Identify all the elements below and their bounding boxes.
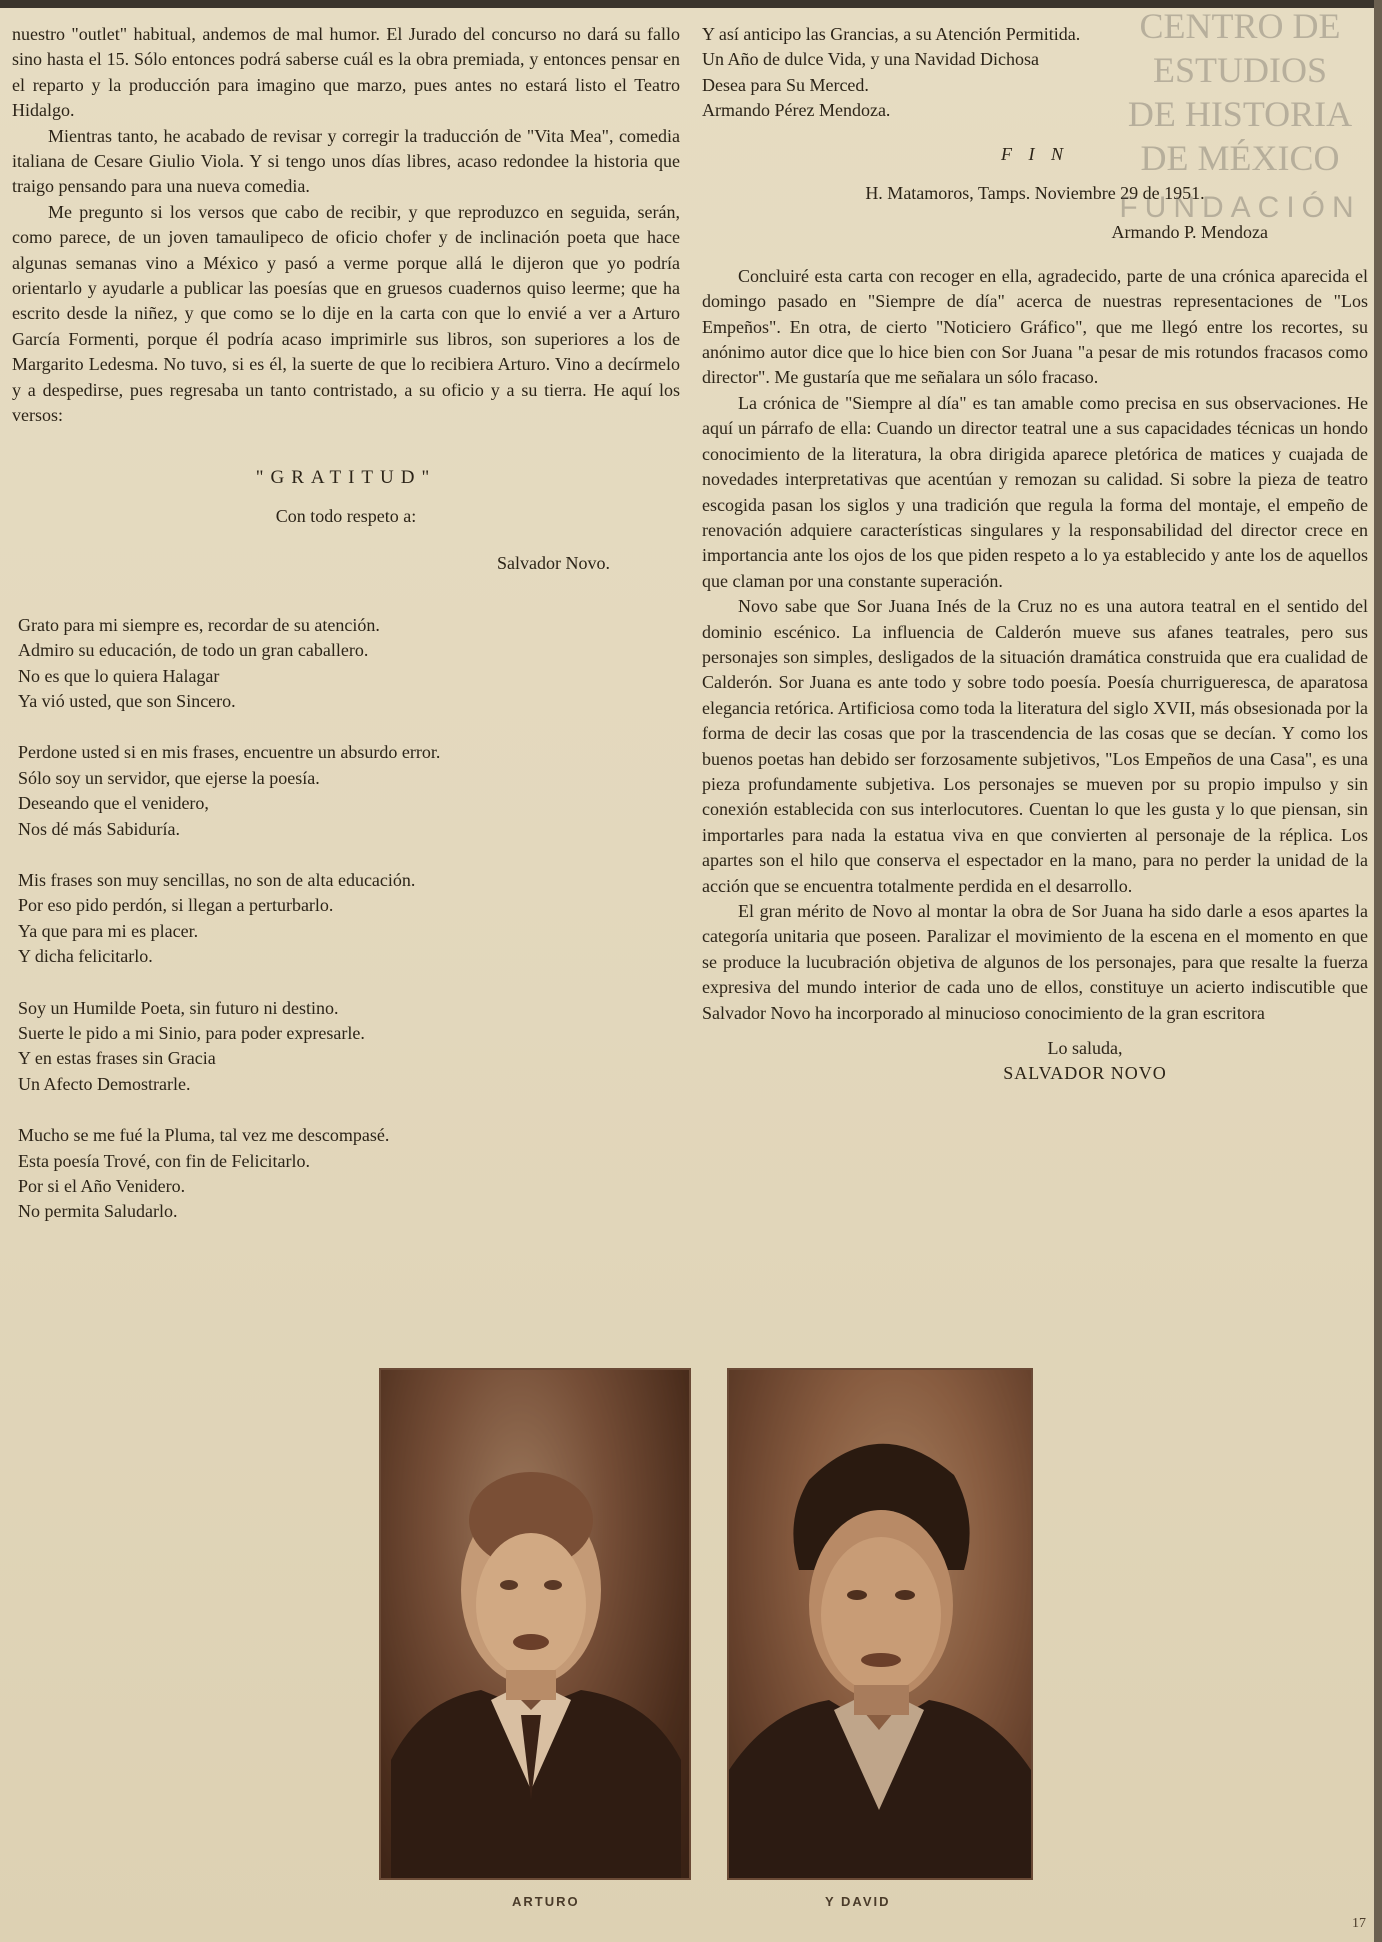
right-edge: [1374, 0, 1382, 1942]
right-paragraph: La crónica de "Siempre al día" es tan amable como precisa en sus observaciones. He aquí un párrafo de ella: Cuando un director teatral une a sus capacidades técnicas un hondo conocimiento de la literatura, la obra dirigida aparece pletórica de matices y cuajada de novedades interpretativas que acentúan y remozan su calidad. Si sobre la pieza de teatro escogida pasan los siglos y una tradición que regula la forma del montaje, el empeño de renovación adquiere características singulares y la responsabilidad del director crece en importancia ante los ojos de los que piden respeto a lo ya establecido y ante los de aquellos que claman por una constante superación.: [702, 392, 1368, 591]
right-paragraph: El gran mérito de Novo al montar la obra de Sor Juana ha sido darle a esos apartes la categoría unitaria que poseen. Paralizar el movimiento de la escena en el momento en que se produce la lucubración objetiva de algunos de los personajes, para que resalte la fuerza expresiva del mundo interior de cada uno de ellos, constituye un acierto indiscutible que Salvador Novo ha incorporado al minucioso conocimiento de la gran escritora: [702, 901, 1368, 1023]
poem-line: Ya vió usted, que son Sincero.: [18, 690, 236, 711]
page-number: 17: [1352, 1916, 1366, 1931]
poem-line: Mucho se me fué la Pluma, tal vez me descompasé.: [18, 1125, 390, 1146]
poem-line: Suerte le pido a mi Sinio, para poder expresarle.: [18, 1023, 365, 1043]
poem-stanza: [18, 1123, 680, 1225]
watermark-line: DE HISTORIA: [1127, 94, 1353, 134]
poem-line: No es que lo quiera Halagar: [18, 665, 220, 686]
portrait-david-drawing: [729, 1370, 1031, 1878]
poem-line: Admiro su educación, de todo un gran caballero.: [18, 640, 369, 661]
poem-stanza: [18, 996, 680, 1098]
poem-line: Deseando que el venidero,: [18, 793, 209, 814]
left-column: [12, 22, 680, 1251]
poem-line: Y en estas frases sin Gracia: [18, 1048, 216, 1069]
watermark-line: ESTUDIOS: [1152, 50, 1327, 90]
poem-title: "GRATITUD": [255, 466, 437, 488]
poem-line: Sólo soy un servidor, que ejerse la poesía.: [18, 767, 320, 788]
poem-line: Por si el Año Venidero.: [18, 1176, 186, 1197]
caption-arturo: ARTURO: [512, 1894, 580, 1909]
poem-line: No permita Saludarlo.: [18, 1201, 178, 1222]
poem-line: Perdone usted si en mis frases, encuentre un absurdo error.: [18, 742, 441, 763]
right-paragraph: Novo sabe que Sor Juana Inés de la Cruz no es una autora teatral en el sentido del dominio escénico. La influencia de Calderón mueve sus afanes teatrales, pero sus personajes son simples, desligados de la situación dramática construida que era cualidad de Calderón. Sor Juana es ante todo y sobre todo poesía. Poesía churrigueresca, de aparatosa elegancia retórica. Artificiosa como toda la literatura del siglo XVII, más obsesionada por la forma de decir las cosas que por la trascendencia de las cosas que se decían. Y como los buenos poetas han debido ser forzosamente subjetivos, "Los Empeños de una Casa", es una pieza profundamente subjetiva. Los personajes se mueven por su propio impulso y sin conexión establecida con sus interlocutores. Cuentan lo que les gusta y lo que piensan, sin importarles para nada la estatua viva en que convierten al personaje de la réplica. Los apartes son el hilo que conserva el espectador en la mano, para no perder la unidad de la acción que se encuentra totalmente perdida en el desarrollo.: [702, 596, 1368, 896]
left-paragraph: nuestro "outlet" habitual, andemos de mal humor. El Jurado del concurso no dará su fallo sino hasta el 15. Sólo entonces podrá saberse cuál es la obra premiada, y entonces pensar en el reparto y la producción para imagino que marzo, pues antes no estará listo el Teatro Hidalgo.: [12, 24, 680, 121]
watermark-line: DE MÉXICO: [1140, 138, 1340, 178]
letter-author: Armando P. Mendoza: [1111, 222, 1268, 243]
poem-line: Nos dé más Sabiduría.: [18, 818, 180, 839]
portrait-arturo-drawing: [381, 1370, 689, 1878]
poem-stanza: [18, 868, 680, 970]
poem-line: Por eso pido perdón, si llegan a perturbarlo.: [18, 895, 334, 916]
left-paragraph: Mientras tanto, he acabado de revisar y corregir la traducción de "Vita Mea", comedia italiana de Cesare Giulio Viola. Y si tengo unos días libres, acaso redondee la historia que traigo pensando para una nueva comedia.: [12, 125, 680, 197]
signoff-line: Un Año de dulce Vida, y una Navidad Dichosa: [702, 49, 1040, 70]
right-paragraph: Concluiré esta carta con recoger en ella, agradecido, parte de una crónica aparecida el domingo pasado en "Siempre de día" acerca de nuestras representaciones de "Los Empeños". En otra, de cierto "Noticiero Gráfico", que me llegó entre los recortes, su anónimo autor dice que lo hice bien con Sor Juana "a pesar de mis rotundos fracasos como director". Me gustaría que me señalara un sólo fracaso.: [702, 265, 1368, 388]
photo-david: [727, 1368, 1033, 1880]
poem-dedicatee: Salvador Novo.: [497, 553, 610, 574]
poem-line: Un Afecto Demostrarle.: [18, 1073, 191, 1094]
fin-marker: F I N: [1001, 143, 1069, 164]
place-date: H. Matamoros, Tamps. Noviembre 29 de 1951.: [865, 183, 1205, 204]
poem-line: Ya que para mi es placer.: [18, 920, 199, 941]
left-paragraph: Me pregunto si los versos que cabo de recibir, y que reproduzco en seguida, serán, como parece, de un joven tamaulipeco de oficio chofer y de inclinación poeta que hace algunas semanas vino a México y pasó a verme porque allá le dijeron que yo podría orientarlo y ayudarle a publicar las poesías que en gruesos cuadernos quiso leerme; que ha escrito desde la niñez, y que como se lo dije en la carta con que lo envié a ver a Arturo García Formenti, porque él podría acaso imprimirle sus libros, son superiores a los de Margarito Ledesma. No tuvo, si es él, la suerte de que lo recibiera Arturo. Vino a decírmelo y a despedirse, pues regresaba un tanto contristado, a su oficio y a su tierra. He aquí los versos:: [12, 201, 680, 426]
photo-arturo: [379, 1368, 691, 1880]
closing-salutation: Lo saluda,: [1047, 1038, 1123, 1059]
top-edge: [0, 0, 1382, 8]
watermark-line: CENTRO DE: [1139, 6, 1341, 46]
poem-line: Grato para mi siempre es, recordar de su atención.: [18, 614, 380, 635]
poem-line: Soy un Humilde Poeta, sin futuro ni destino.: [18, 997, 339, 1018]
caption-david: Y DAVID: [825, 1894, 891, 1909]
closing-signature: SALVADOR NOVO: [1003, 1063, 1167, 1084]
signoff-line: Desea para Su Merced.: [702, 74, 869, 95]
watermark-foundation: FUNDACIÓN: [1119, 191, 1361, 224]
poem-line: Y dicha felicitarlo.: [18, 946, 153, 967]
poem-line: Mis frases son muy sencillas, no son de alta educación.: [18, 869, 416, 890]
poem-stanza: [18, 613, 680, 715]
poem-dedication: Con todo respeto a:: [275, 505, 417, 526]
signoff-line: Armando Pérez Mendoza.: [702, 100, 891, 121]
poem-line: Esta poesía Trové, con fin de Felicitarlo.: [18, 1150, 310, 1171]
right-column: [702, 22, 1368, 1087]
signoff-line: Y así anticipo las Grancias, a su Atención Permitida.: [702, 24, 1081, 44]
poem-stanza: [18, 740, 680, 842]
